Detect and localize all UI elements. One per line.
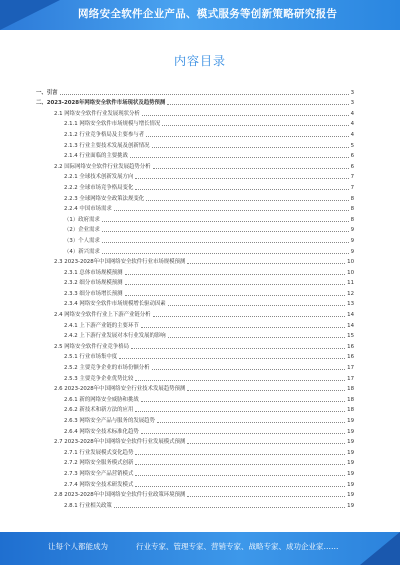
toc-entry-page: 8 (350, 216, 354, 223)
toc-entry-page: 6 (350, 163, 354, 170)
toc-leader-dots (135, 454, 345, 455)
toc-entry[interactable] (36, 128, 354, 139)
toc-entry[interactable] (36, 181, 354, 192)
toc-entry[interactable] (36, 478, 354, 489)
toc-entry[interactable] (36, 224, 354, 235)
toc-entry-page: 13 (347, 301, 354, 308)
toc-entry-title: 2.1.1 网络安全软件市场规模与增长情况 (64, 121, 161, 128)
toc-entry[interactable] (36, 118, 354, 129)
toc-entry-page: 19 (347, 449, 354, 456)
toc-entry[interactable] (36, 330, 354, 341)
toc-entry-page: 7 (350, 174, 354, 181)
toc-entry-page: 18 (347, 396, 354, 403)
toc-entry-title: 2.5.3 主要竞争企业优势比较 (64, 375, 134, 382)
toc-entry-title: 2.3.1 总体市场规模预测 (64, 269, 123, 276)
toc-leader-dots (119, 358, 345, 359)
footer-roles: 行业专家、管理专家、营销专家、战略专家、成功企业家…… (136, 542, 339, 551)
toc-leader-dots (187, 496, 345, 497)
toc-leader-dots (102, 253, 349, 254)
toc-entry-title: 2.7.2 网络安全服务模式创新 (64, 460, 134, 467)
toc-entry-page: 4 (350, 131, 354, 138)
toc-entry-title: 2.3.4 网络安全软件市场规模增长驱动因素 (64, 301, 166, 308)
toc-entry[interactable] (36, 245, 354, 256)
toc-entry-title: 一、引言 (36, 89, 58, 96)
toc-leader-dots (141, 433, 345, 434)
toc-leader-dots (135, 464, 345, 465)
toc-entry-title: 2.1.2 行业竞争格局及主要参与者 (64, 131, 145, 138)
toc-entry-page: 10 (347, 259, 354, 266)
toc-entry-page: 19 (347, 460, 354, 467)
toc-entry-page: 9 (350, 227, 354, 234)
toc-entry-page: 19 (347, 481, 354, 488)
toc-leader-dots (146, 136, 348, 137)
toc-entry[interactable] (36, 266, 354, 277)
toc-entry-title: 2.6.1 新的网络安全威胁和挑战 (64, 396, 139, 403)
toc-entry[interactable] (36, 457, 354, 468)
toc-entry-page: 19 (347, 470, 354, 477)
toc-entry-title: 2.6 2023-2028年中国网络安全行业技术发展趋势预测 (54, 386, 186, 393)
toc-entry-page: 3 (350, 89, 354, 96)
toc-entry-page: 19 (347, 502, 354, 509)
toc-entry-title: 2.7.3 网络安全产品营销模式 (64, 470, 134, 477)
toc-entry[interactable] (36, 107, 354, 118)
toc-leader-dots (168, 337, 345, 338)
toc-leader-dots (135, 178, 348, 179)
toc-leader-dots (102, 231, 349, 232)
toc-entry-title: （2）企业需求 (64, 227, 100, 234)
toc-entry-title: 2.1.3 行业主要技术发展及创新情况 (64, 142, 150, 149)
toc-entry[interactable] (36, 160, 354, 171)
toc-entry[interactable] (36, 351, 354, 362)
toc-entry-page: 9 (350, 248, 354, 255)
toc-entry[interactable] (36, 414, 354, 425)
toc-entry-page: 9 (350, 237, 354, 244)
toc-entry[interactable] (36, 446, 354, 457)
toc-entry-page: 14 (347, 322, 354, 329)
toc-entry[interactable] (36, 287, 354, 298)
toc-entry-title: 2.7.1 行业发展模式变化趋势 (64, 449, 134, 456)
toc-entry-title: 2.2.4 中国市场需求 (64, 206, 112, 213)
toc-leader-dots (131, 348, 345, 349)
toc-leader-dots (152, 147, 349, 148)
toc-entry-page: 19 (347, 428, 354, 435)
toc-entry-title: 2.3.2 细分市场规模预测 (64, 280, 123, 287)
toc-entry-title: 2.4.2 上下游行业发展对本行业发展的影响 (64, 333, 166, 340)
toc-leader-dots (135, 411, 345, 412)
page-footer (0, 532, 400, 565)
toc-entry[interactable] (36, 319, 354, 330)
toc-entry-page: 8 (350, 206, 354, 213)
toc-heading: 内容目录 (173, 54, 226, 68)
toc-entry-page: 12 (347, 290, 354, 297)
toc-entry-title: 2.4 网络安全软件行业上下游产业链分析 (54, 312, 151, 319)
report-title: 网络安全软件企业产品、模式服务等创新策略研究报告 (78, 8, 338, 20)
toc-leader-dots (153, 316, 346, 317)
toc-leader-dots (141, 327, 345, 328)
toc-leader-dots (152, 369, 346, 370)
toc-entry-title: 2.5 网络安全软件行业竞争格局 (54, 343, 129, 350)
toc-entry[interactable] (36, 256, 354, 267)
toc-entry[interactable] (36, 203, 354, 214)
toc-entry-page: 16 (347, 343, 354, 350)
footer-accent-shape (360, 532, 400, 565)
toc-entry[interactable] (36, 86, 354, 97)
toc-entry-page: 11 (347, 280, 354, 287)
toc-entry-page: 8 (350, 195, 354, 202)
toc-entry-page: 16 (347, 354, 354, 361)
toc-leader-dots (157, 422, 345, 423)
toc-entry-page: 10 (347, 269, 354, 276)
toc-entry-title: 2.2.1 全球技术创新发展方向 (64, 174, 134, 181)
toc-entry-title: 2.5.1 行业市场集中度 (64, 354, 118, 361)
toc-entry[interactable] (36, 171, 354, 182)
toc-entry[interactable] (36, 372, 354, 383)
toc-entry-page: 3 (350, 100, 354, 107)
toc-entry-title: 2.2.2 全球市场竞争格局变化 (64, 184, 134, 191)
toc-entry-title: 2.7.4 网络安全技术研发模式 (64, 481, 134, 488)
toc-entry[interactable] (36, 277, 354, 288)
toc-entry-page: 19 (347, 439, 354, 446)
toc-entry-page: 5 (350, 142, 354, 149)
toc-entry-title: 2.3 2023-2028年中国网络安全软件行业市场规模预测 (54, 259, 186, 266)
toc-entry[interactable] (36, 383, 354, 394)
toc-entry-title: 2.7 2023-2028年中国网络安全软件行业发展模式预测 (54, 439, 186, 446)
toc-entry[interactable] (36, 393, 354, 404)
toc-leader-dots (125, 295, 346, 296)
toc-entry-title: 2.1.4 行业面临的主要挑战 (64, 153, 128, 160)
toc-leader-dots (153, 168, 349, 169)
toc-entry-title: 2.6.2 新技术和新方法的应用 (64, 407, 134, 414)
toc-leader-dots (60, 94, 349, 95)
toc-entry-title: 2.3.3 细分市场增长预测 (64, 290, 123, 297)
toc-entry-title: 二、2023-2028年网络安全软件市场现状及趋势预测 (36, 100, 166, 107)
toc-entry-title: 2.4.1 上下游产业链的主要环节 (64, 322, 139, 329)
toc-entry[interactable] (36, 150, 354, 161)
toc-entry[interactable] (36, 499, 354, 510)
toc-leader-dots (141, 401, 345, 402)
toc-entry[interactable] (36, 436, 354, 447)
toc-entry-page: 18 (347, 386, 354, 393)
toc-leader-dots (102, 221, 349, 222)
toc-leader-dots (168, 305, 345, 306)
table-of-contents (36, 86, 354, 510)
toc-leader-dots (167, 104, 348, 105)
toc-leader-dots (125, 284, 346, 285)
toc-entry-title: 2.8 2023-2028年中国网络安全软件行业政策环境预测 (54, 492, 186, 499)
toc-entry[interactable] (36, 234, 354, 245)
toc-leader-dots (142, 115, 349, 116)
toc-entry[interactable] (36, 489, 354, 500)
toc-leader-dots (187, 390, 345, 391)
toc-entry-title: 2.8.1 行业相关政策 (64, 502, 112, 509)
toc-entry[interactable] (36, 425, 354, 436)
footer-slogan: 让每个人都能成为 (48, 542, 108, 551)
toc-entry[interactable] (36, 308, 354, 319)
toc-entry-title: （1）政府需求 (64, 216, 100, 223)
toc-leader-dots (102, 242, 349, 243)
page-header (0, 0, 400, 30)
toc-entry-page: 18 (347, 407, 354, 414)
toc-entry-page: 4 (350, 110, 354, 117)
toc-leader-dots (125, 274, 346, 275)
toc-entry-page: 4 (350, 121, 354, 128)
toc-entry[interactable] (36, 139, 354, 150)
toc-entry[interactable] (36, 213, 354, 224)
toc-entry-title: 2.2.3 全球网络安全政策法规变化 (64, 195, 145, 202)
toc-entry[interactable] (36, 467, 354, 478)
toc-entry-title: （4）新兴需求 (64, 248, 100, 255)
toc-entry-title: 2.5.2 主要竞争企业的市场份额分析 (64, 365, 150, 372)
toc-entry-page: 14 (347, 312, 354, 319)
toc-leader-dots (187, 263, 345, 264)
toc-entry[interactable] (36, 97, 354, 108)
toc-entry[interactable] (36, 404, 354, 415)
toc-leader-dots (130, 157, 349, 158)
toc-entry[interactable] (36, 361, 354, 372)
toc-leader-dots (135, 189, 348, 190)
toc-entry-page: 17 (347, 365, 354, 372)
toc-leader-dots (187, 443, 345, 444)
toc-entry-title: 2.1 网络安全软件行业发展现状分析 (54, 110, 140, 117)
toc-entry-page: 19 (347, 418, 354, 424)
toc-leader-dots (162, 125, 348, 126)
toc-entry-title: 2.6.3 网络安全产品与服务的发展趋势 (64, 418, 155, 424)
toc-entry-title: 2.6.4 网络安全技术标准化趋势 (64, 428, 139, 435)
toc-leader-dots (135, 380, 345, 381)
toc-entry[interactable] (36, 298, 354, 309)
toc-entry-page: 15 (347, 333, 354, 340)
toc-entry[interactable] (36, 192, 354, 203)
toc-leader-dots (114, 210, 349, 211)
toc-entry-page: 17 (347, 375, 354, 382)
toc-leader-dots (114, 507, 345, 508)
toc-entry[interactable] (36, 340, 354, 351)
toc-entry-page: 19 (347, 492, 354, 499)
toc-entry-page: 6 (350, 153, 354, 160)
toc-entry-title: （3）个人需求 (64, 237, 100, 244)
toc-leader-dots (135, 475, 345, 476)
toc-entry-page: 7 (350, 184, 354, 191)
header-accent-shape (0, 0, 60, 30)
toc-leader-dots (135, 486, 345, 487)
toc-entry-title: 2.2 国际网络安全软件行业发展趋势分析 (54, 163, 151, 170)
toc-leader-dots (146, 200, 348, 201)
